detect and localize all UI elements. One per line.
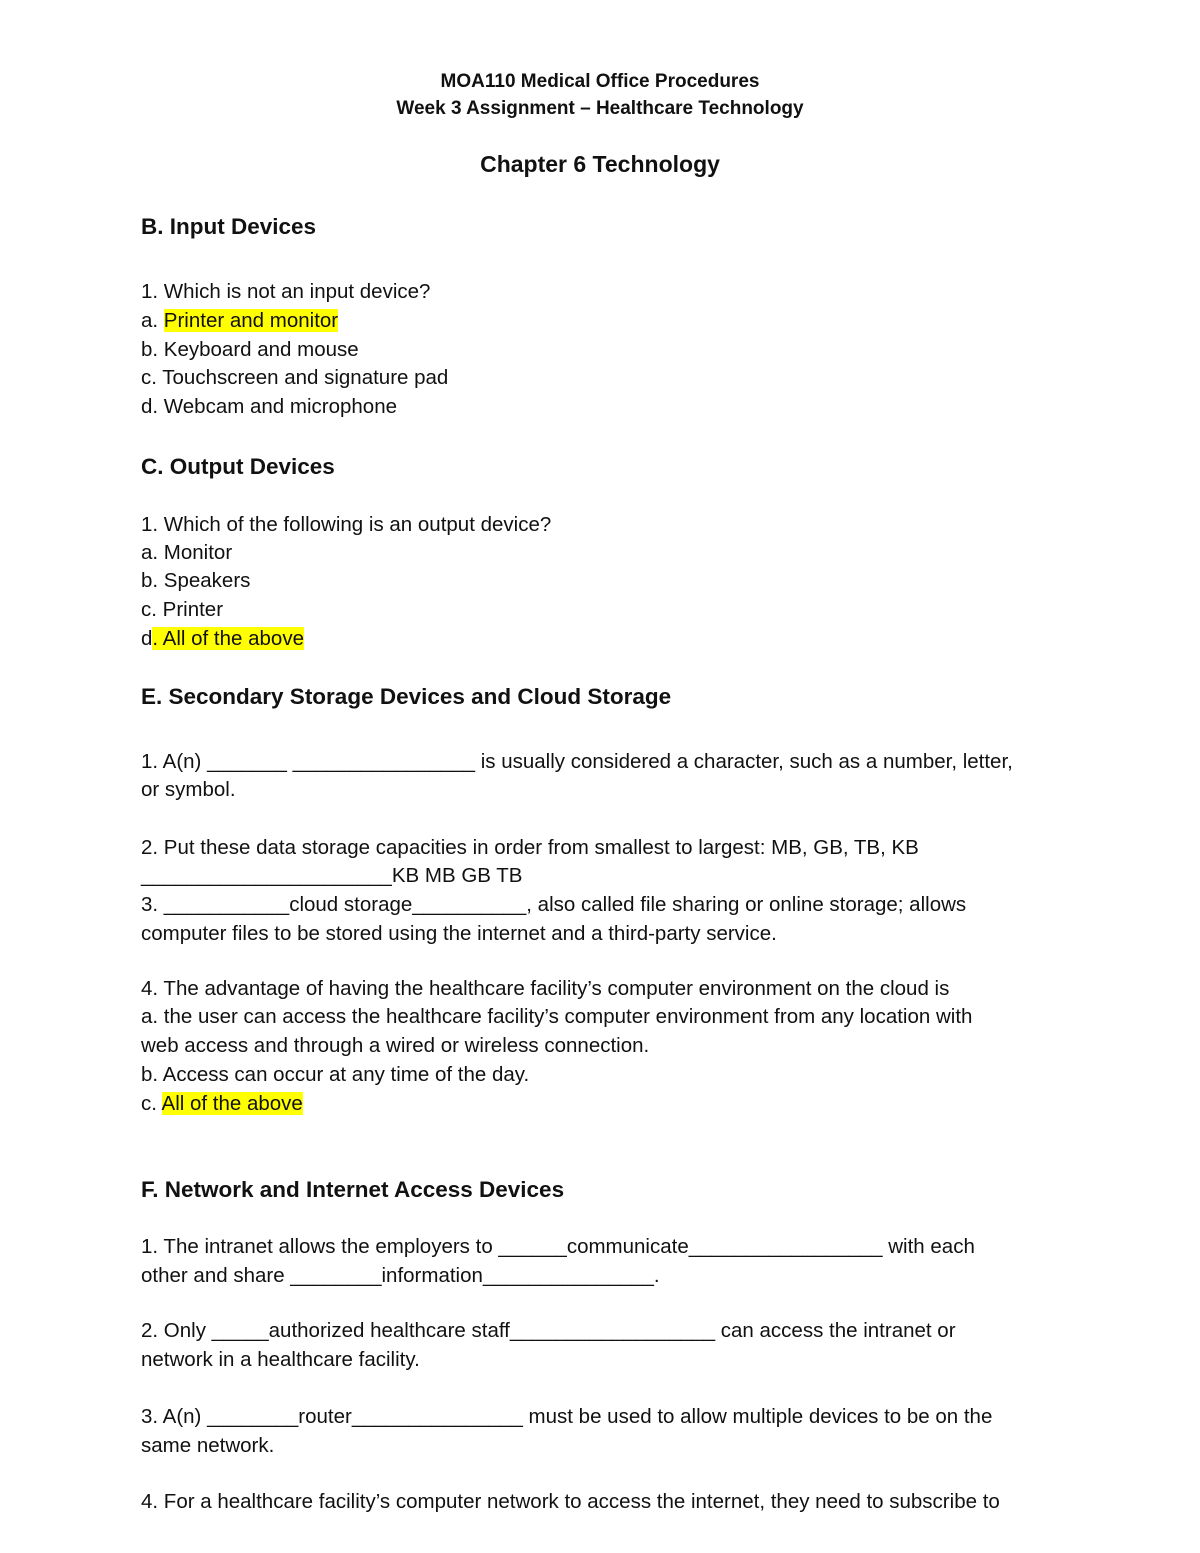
section-e-question-3-line-1: 3. ___________cloud storage__________, also called file sharing or online storage; allows (141, 893, 967, 916)
section-b-option-c: c. Touchscreen and signature pad (141, 366, 449, 389)
assignment-title: Week 3 Assignment – Healthcare Technology (396, 98, 804, 119)
section-f-heading: F. Network and Internet Access Devices (141, 1177, 565, 1202)
section-e-question-1-line-2: or symbol. (141, 778, 236, 801)
section-b-option-a (141, 307, 338, 335)
section-f-question-3-line-2: same network. (141, 1434, 275, 1457)
chapter-title: Chapter 6 Technology (480, 151, 720, 177)
section-e-heading: E. Secondary Storage Devices and Cloud Storage (141, 684, 672, 709)
section-c-question-1: 1. Which of the following is an output device? (141, 513, 552, 536)
highlighted-answer: All of the above (161, 1092, 303, 1115)
section-e-question-4-option-a-line-2: web access and through a wired or wireless connection. (141, 1034, 650, 1057)
section-f-question-1-line-2: other and share ________information_______________. (141, 1264, 660, 1287)
section-f-question-1-line-1: 1. The intranet allows the employers to ______communicate_________________ with each (141, 1235, 975, 1258)
section-c-option-d (141, 625, 304, 653)
section-e-question-4-option-c (141, 1090, 303, 1118)
section-f-question-2-line-2: network in a healthcare facility. (141, 1348, 420, 1371)
section-e-question-2-line-1: 2. Put these data storage capacities in order from smallest to largest: MB, GB, TB, KB (141, 836, 919, 859)
section-f-question-2-line-1: 2. Only _____authorized healthcare staff__________________ can access the intranet or (141, 1319, 956, 1342)
section-c-heading: C. Output Devices (141, 454, 335, 479)
section-e-question-2-line-2: ______________________KB MB GB TB (141, 864, 523, 887)
section-e-question-4-option-a-line-1: a. the user can access the healthcare facility’s computer environment from any location with (141, 1005, 973, 1028)
option-prefix: d (141, 627, 153, 650)
section-c-option-a: a. Monitor (141, 541, 233, 564)
section-c-option-b: b. Speakers (141, 569, 251, 592)
section-b-option-b: b. Keyboard and mouse (141, 338, 359, 361)
section-b-option-d: d. Webcam and microphone (141, 395, 398, 418)
section-b-question-1: 1. Which is not an input device? (141, 280, 431, 303)
option-prefix: a. (141, 309, 164, 332)
section-e-question-3-line-2: computer files to be stored using the internet and a third-party service. (141, 922, 777, 945)
highlighted-answer: . All of the above (152, 627, 304, 650)
highlighted-answer: Printer and monitor (163, 309, 339, 332)
section-e-question-4-line-1: 4. The advantage of having the healthcare facility’s computer environment on the cloud is (141, 977, 950, 1000)
course-title: MOA110 Medical Office Procedures (440, 71, 760, 92)
section-e-question-4-option-b: b. Access can occur at any time of the day. (141, 1063, 530, 1086)
option-prefix: c. (141, 1092, 162, 1115)
section-e-question-1-line-1: 1. A(n) _______ ________________ is usually considered a character, such as a number, letter, (141, 750, 1013, 773)
section-f-question-3-line-1: 3. A(n) ________router_______________ must be used to allow multiple devices to be on the (141, 1405, 993, 1428)
section-f-question-4-line-1: 4. For a healthcare facility’s computer network to access the internet, they need to subscribe to (141, 1490, 1000, 1513)
section-b-heading: B. Input Devices (141, 214, 317, 239)
section-c-option-c: c. Printer (141, 598, 224, 621)
